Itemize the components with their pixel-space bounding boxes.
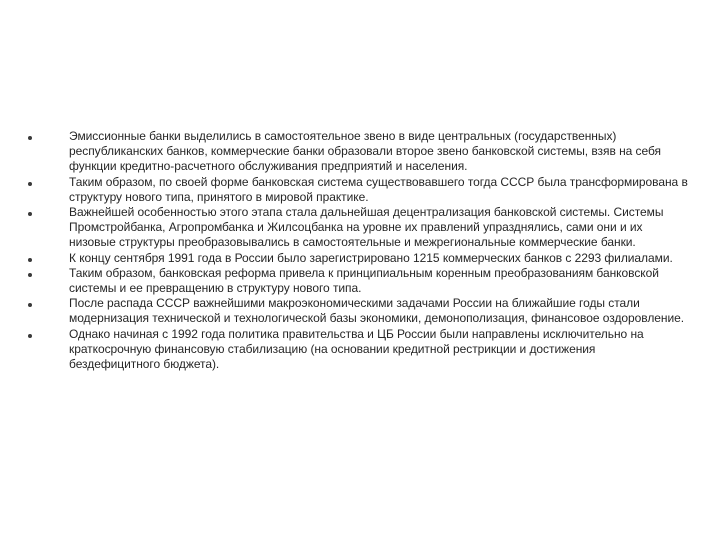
bullet-icon	[28, 303, 32, 307]
bullet-icon	[28, 136, 32, 140]
bullet-text: Таким образом, банковская реформа привела к принципиальным коренным преобразованиям банковской системы и ее превращению в структуру нового типа.	[69, 265, 659, 296]
bullet-list	[28, 129, 688, 372]
list-item	[28, 266, 688, 296]
list-item	[28, 327, 688, 373]
list-item	[28, 129, 688, 175]
list-item	[28, 296, 688, 326]
bullet-icon	[28, 273, 32, 277]
list-item	[28, 251, 688, 266]
bullet-text: После распада СССР важнейшими макроэкономическими задачами России на ближайшие годы стали модернизация технической и технологической базы экономики, демонополизация, финансовое оздоровление.	[69, 296, 685, 326]
bullet-text: Важнейшей особенностью этого этапа стала дальнейшая децентрализация банковской системы. Системы Промстройбанка, Агропромбанка и Жилсоцбанка на уровне их правлений упразднялись, сами они и их низовые структуры преобразовывались в самостоятельные и межрегиональные коммерческие банки.	[69, 205, 664, 250]
bullet-icon	[28, 212, 32, 216]
bullet-icon	[28, 258, 32, 262]
bullet-icon	[28, 182, 32, 186]
bullet-icon	[28, 334, 32, 338]
bullet-text: Таким образом, по своей форме банковская система существовавшего тогда СССР была трансформирована в структуру нового типа, принятого в мировой практике.	[69, 174, 688, 204]
list-item	[28, 175, 688, 205]
bullet-text: К концу сентября 1991 года в России было зарегистрировано 1215 коммерческих банков с 2293 филиалами.	[69, 250, 673, 265]
bullet-text: Однако начиная с 1992 года политика правительства и ЦБ России были направлены исключительно на краткосрочную финансовую стабилизацию (на основании кредитной рестрикции и достижения бездефицитного бюджета).	[69, 326, 644, 372]
bullet-text: Эмиссионные банки выделились в самостоятельное звено в виде центральных (государственных) республиканских банков, коммерческие банки образовали второе звено банковской системы, взяв на себя функции кредитно-расчетного обслуживания предприятий и населения.	[69, 129, 661, 174]
list-item	[28, 205, 688, 251]
